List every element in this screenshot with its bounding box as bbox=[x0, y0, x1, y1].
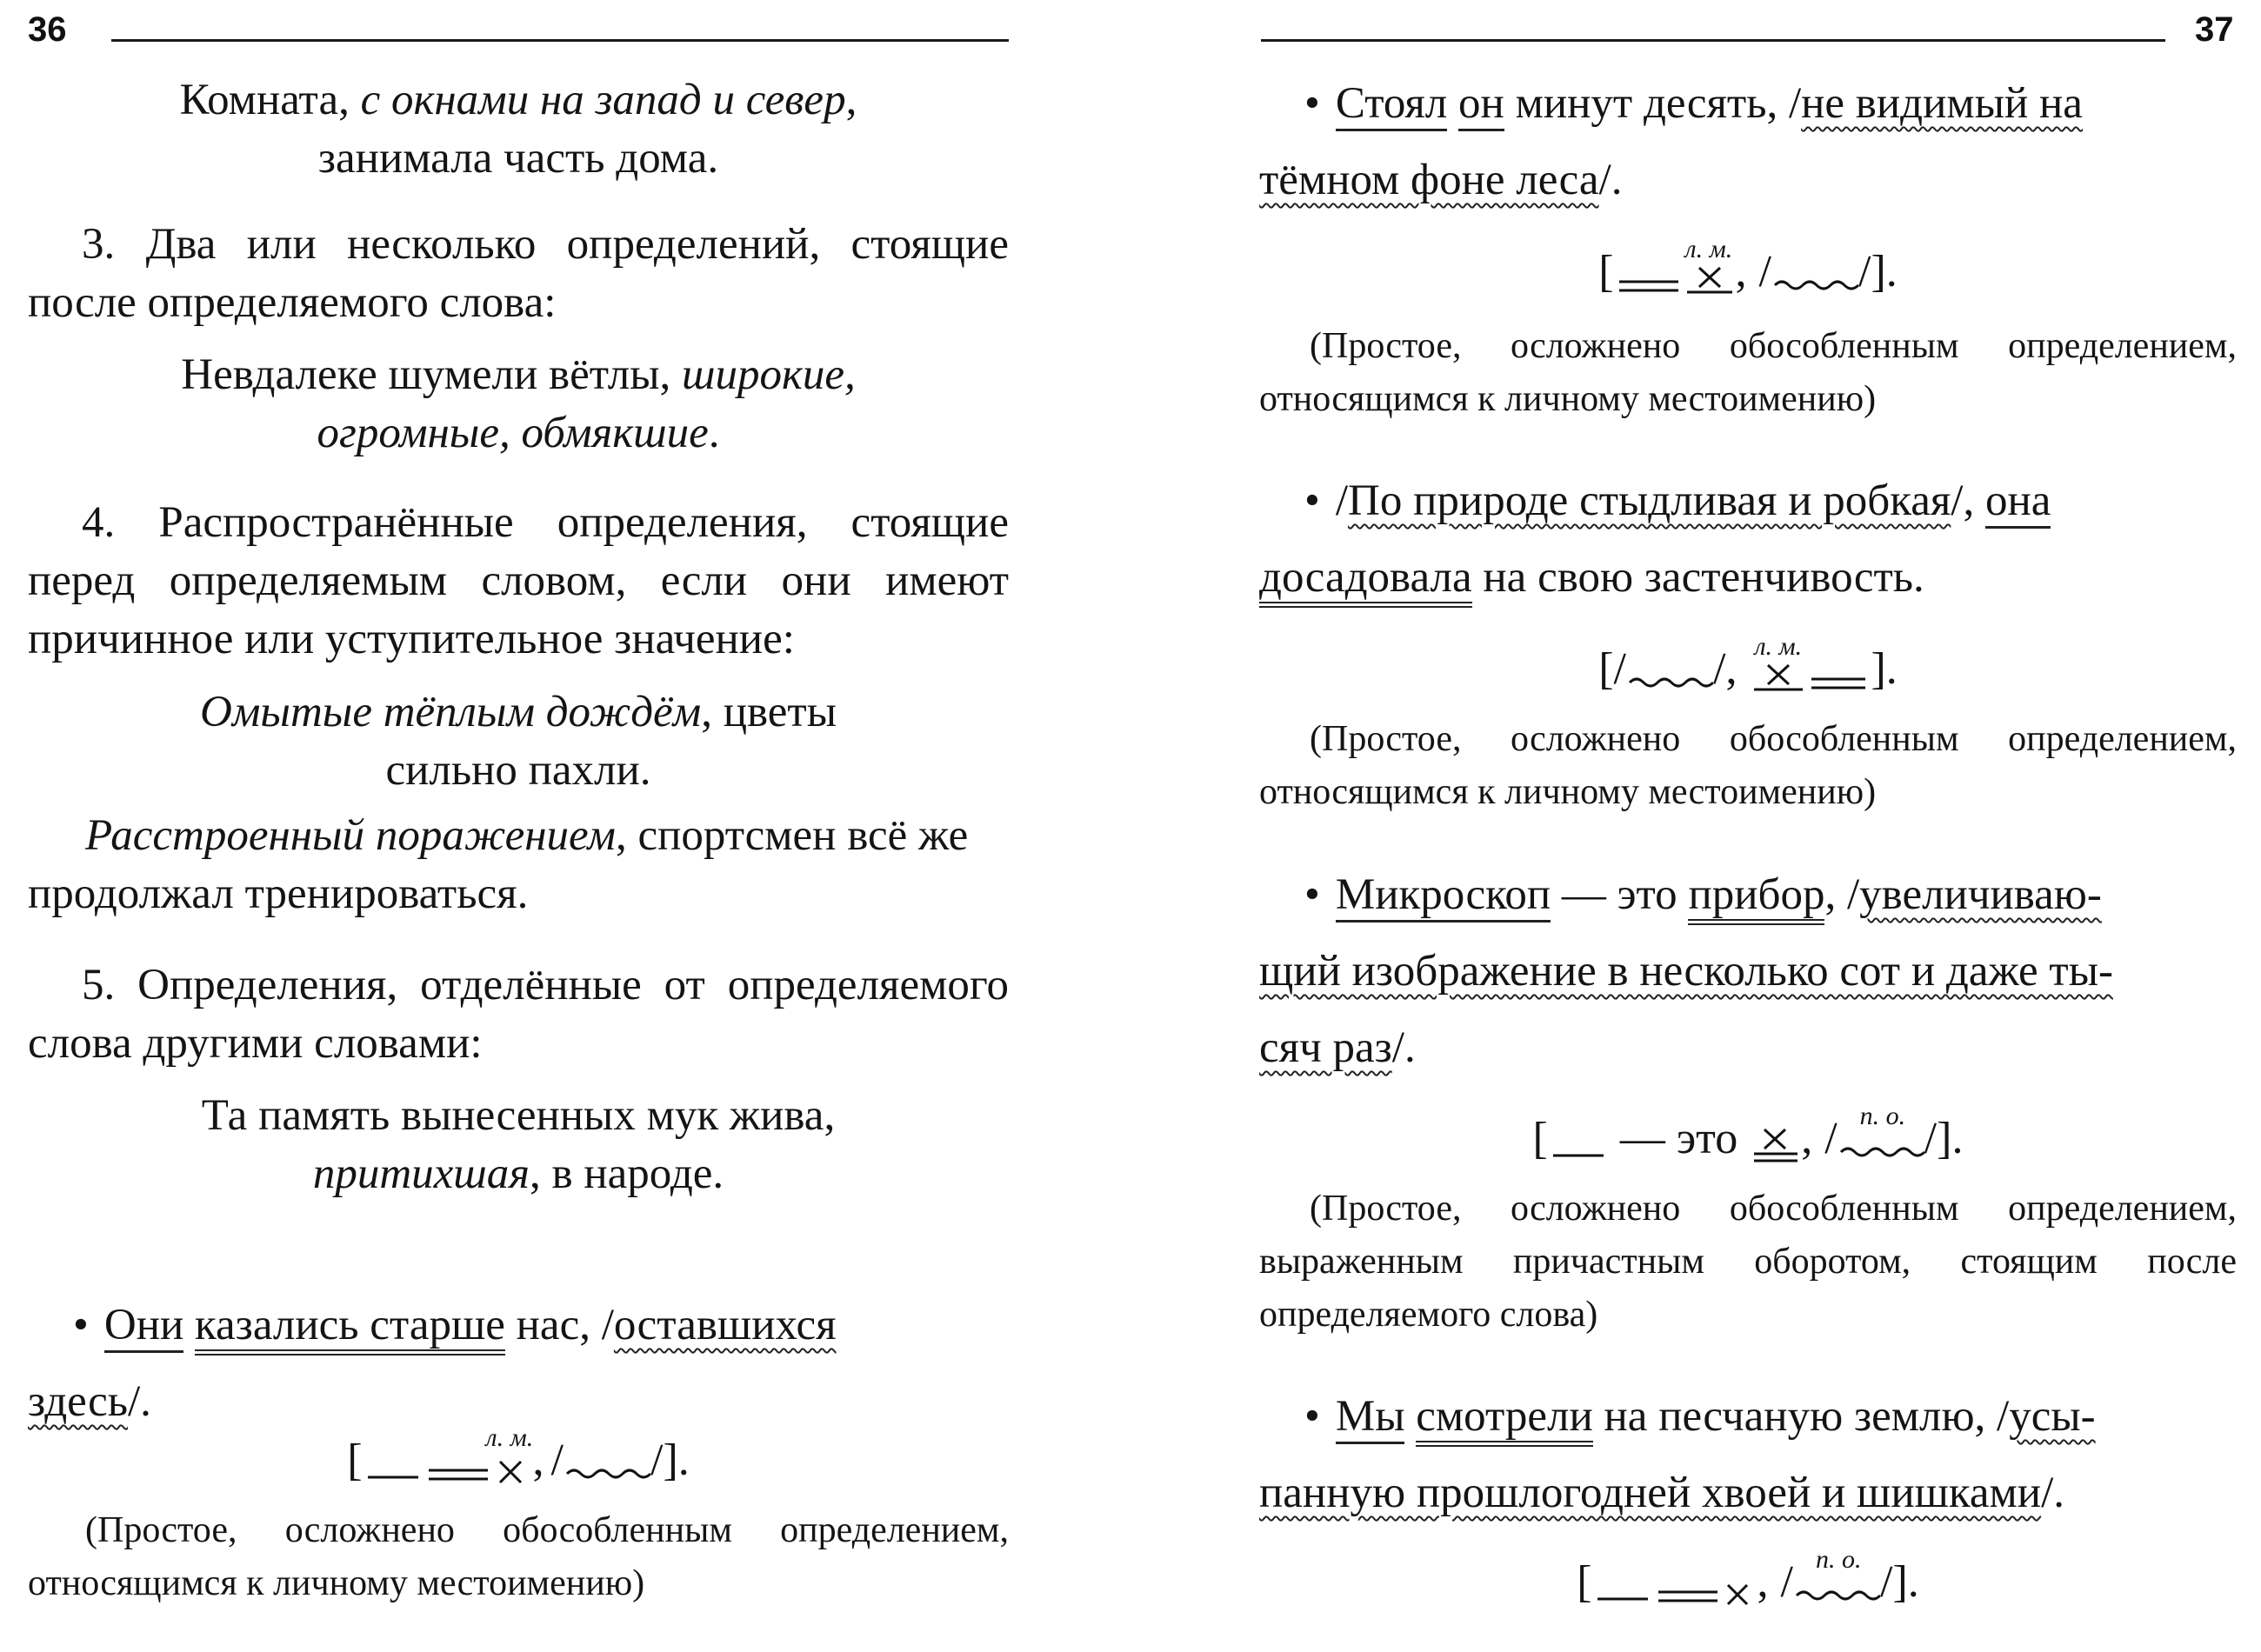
cross-icon bbox=[1723, 1561, 1757, 1613]
italic-text: огромные, обмякшие bbox=[317, 409, 709, 457]
comma: , bbox=[1757, 1557, 1769, 1607]
predicate-mark bbox=[1806, 648, 1871, 700]
predicate-mark bbox=[424, 1439, 493, 1491]
attribute-words: здесь bbox=[28, 1377, 128, 1426]
item-3-example bbox=[28, 346, 1009, 463]
slash: / bbox=[1613, 644, 1626, 694]
page-number: 37 bbox=[2195, 10, 2234, 49]
parsed-sentence-2 bbox=[1259, 463, 2237, 616]
subject-word: он bbox=[1458, 79, 1504, 131]
scheme-label: л. м. bbox=[485, 1423, 534, 1452]
text: . bbox=[708, 409, 720, 457]
italic-text: Расстроенный поражением bbox=[85, 811, 616, 860]
text: Невдалеке шумели вётлы, bbox=[181, 350, 682, 399]
wavy-mark bbox=[1793, 1561, 1880, 1613]
attribute-words: панную прошлогодней хвоей и шишками bbox=[1259, 1469, 2042, 1517]
comma: , bbox=[1735, 247, 1747, 296]
italic-text: широкие, bbox=[682, 350, 856, 399]
example-room bbox=[28, 71, 1009, 188]
sentence-scheme-4 bbox=[1259, 1545, 2237, 1613]
bullet: • bbox=[73, 1301, 89, 1349]
slash: / bbox=[1880, 1557, 1893, 1607]
wavy-mark bbox=[1771, 250, 1858, 303]
attribute-words: сяч раз bbox=[1259, 1023, 1392, 1072]
text: сильно пахли. bbox=[385, 746, 651, 795]
comma: , bbox=[1801, 1114, 1813, 1163]
sentence-note: (Простое, осложнено обособленным определением, относящимся к личному местоимению) bbox=[28, 1510, 1009, 1603]
slash: / bbox=[1713, 644, 1726, 694]
italic-text: Омытые тёплым дождём bbox=[200, 688, 702, 736]
predicate-word: досадовала bbox=[1259, 553, 1472, 608]
item-4-example-1 bbox=[28, 683, 1009, 800]
cross-icon bbox=[1684, 250, 1736, 303]
attribute-words: щий изображение в несколько сот и даже ты- bbox=[1259, 947, 2113, 996]
sentence-scheme-1 bbox=[1259, 235, 2237, 303]
sentence-scheme-2 bbox=[1259, 632, 2237, 700]
attribute-words: увеличиваю- bbox=[1859, 870, 2102, 919]
subject-word: она bbox=[1985, 476, 2051, 529]
comma: , bbox=[1725, 644, 1737, 694]
wavy-mark bbox=[1837, 1117, 1924, 1169]
attribute-words: не видимый на bbox=[1801, 79, 2083, 128]
slash: / bbox=[650, 1436, 664, 1485]
item-4-heading: 4. Распространённые определения, стоящие перед определяемым словом, если они имеют причинное или уступительное значение: bbox=[28, 498, 1009, 663]
subject-word: Стоял bbox=[1336, 79, 1447, 131]
pronoun-mark bbox=[1751, 632, 1806, 700]
predicate-word: смотрели bbox=[1416, 1392, 1593, 1447]
attribute-words: тёмном фоне леса bbox=[1259, 156, 1599, 204]
sentence-note-1: (Простое, осложнено обособленным определением, относящимся к личному местоимению) bbox=[1259, 326, 2237, 419]
wavy-mark bbox=[1626, 648, 1713, 700]
cross-icon bbox=[493, 1439, 533, 1491]
parsed-sentence-4 bbox=[1259, 1378, 2237, 1531]
text: / bbox=[1335, 476, 1349, 525]
scheme-label: п. о. bbox=[1816, 1545, 1862, 1574]
text: занимала часть дома. bbox=[317, 134, 719, 183]
item-4-example-2 bbox=[28, 807, 1009, 923]
italic-text: с окнами на запад и север bbox=[360, 76, 846, 124]
participle-mark bbox=[1837, 1102, 1924, 1169]
cross-icon bbox=[1751, 648, 1806, 700]
item-5-example bbox=[28, 1087, 1009, 1203]
subject-word: Мы bbox=[1336, 1392, 1405, 1444]
right-page bbox=[1130, 0, 2261, 1652]
text: /, bbox=[1951, 476, 1985, 525]
text: /. bbox=[1391, 1023, 1416, 1072]
text: — это bbox=[1551, 870, 1689, 919]
sentence-scheme-3 bbox=[1259, 1102, 2237, 1169]
slash: / bbox=[1780, 1557, 1793, 1607]
predicate-mark bbox=[1614, 250, 1684, 303]
text: нас, / bbox=[516, 1301, 614, 1349]
scheme-label: п. о. bbox=[1859, 1102, 1906, 1130]
slash: / bbox=[1758, 247, 1771, 296]
text: , цветы bbox=[701, 688, 837, 736]
item-5-heading: 5. Определения, отделённые от определяемого слова другими словами: bbox=[28, 961, 1009, 1068]
attribute-words: оставшихся bbox=[613, 1301, 837, 1349]
page-number: 36 bbox=[28, 10, 67, 49]
text: /. bbox=[127, 1377, 151, 1426]
subject-word: Они bbox=[104, 1301, 183, 1353]
attribute-words: усы- bbox=[2009, 1392, 2096, 1441]
text: на свою застенчивость. bbox=[1471, 553, 1924, 602]
predicate-mark bbox=[1653, 1561, 1723, 1613]
slash: / bbox=[1924, 1114, 1938, 1163]
text: /. bbox=[2041, 1469, 2065, 1517]
text: Та память вынесенных мук жива, bbox=[201, 1091, 836, 1140]
bullet: • bbox=[1304, 1392, 1320, 1441]
attribute-words: По природе стыдливая и робкая bbox=[1348, 476, 1951, 525]
left-page bbox=[0, 0, 1130, 1652]
text: Комната, bbox=[179, 76, 361, 124]
text: , bbox=[845, 76, 857, 124]
bracket: ]. bbox=[1871, 247, 1898, 296]
parsed-sentence bbox=[28, 1287, 1009, 1440]
participle-mark bbox=[1793, 1545, 1880, 1613]
text: на песчаную землю, / bbox=[1592, 1392, 2010, 1441]
subject-mark bbox=[1592, 1561, 1653, 1613]
header-rule bbox=[111, 39, 1009, 42]
text: , в народе. bbox=[530, 1149, 724, 1198]
text: , спортсмен всё же продолжал тренироваться. bbox=[28, 811, 969, 918]
bracket: [ bbox=[347, 1436, 363, 1485]
bracket: ]. bbox=[1871, 644, 1898, 694]
italic-text: притихшая bbox=[312, 1149, 530, 1198]
text: /. bbox=[1598, 156, 1623, 204]
item-3-heading: 3. Два или несколько определений, стоящие после определяемого слова: bbox=[28, 220, 1009, 327]
comma: , bbox=[532, 1436, 544, 1485]
text: , / bbox=[1824, 870, 1860, 919]
slash: / bbox=[550, 1436, 564, 1485]
bullet: • bbox=[1304, 870, 1320, 919]
sentence-note-3: (Простое, осложнено обособленным определением, выраженным причастным оборотом, стоящим после определяемого слова) bbox=[1259, 1189, 2237, 1335]
sentence-scheme bbox=[28, 1423, 1009, 1491]
bracket: [ bbox=[1532, 1114, 1548, 1163]
bracket: ]. bbox=[663, 1436, 690, 1485]
bracket: ]. bbox=[1892, 1557, 1919, 1607]
bracket: [ bbox=[1598, 644, 1614, 694]
subject-mark bbox=[1548, 1117, 1609, 1169]
parsed-sentence-1 bbox=[1259, 65, 2237, 218]
text: минут десять, / bbox=[1515, 79, 1802, 128]
predicate-cross-mark bbox=[1749, 1117, 1801, 1169]
subject-word: Микроскоп bbox=[1336, 870, 1551, 923]
parsed-sentence-3 bbox=[1259, 856, 2237, 1086]
slash: / bbox=[1824, 1114, 1837, 1163]
bracket: [ bbox=[1598, 247, 1614, 296]
scheme-label: л. м. bbox=[1754, 632, 1803, 661]
predicate-words: казались старше bbox=[195, 1301, 505, 1356]
scheme-label: л. м. bbox=[1684, 235, 1733, 263]
subject-mark bbox=[363, 1439, 424, 1491]
header-rule bbox=[1261, 39, 2165, 42]
bracket: [ bbox=[1577, 1557, 1592, 1607]
wavy-mark bbox=[564, 1439, 650, 1491]
bullet: • bbox=[1304, 79, 1320, 128]
text: — это bbox=[1608, 1114, 1750, 1163]
pronoun-mark bbox=[485, 1423, 534, 1491]
bullet: • bbox=[1304, 476, 1320, 525]
slash: / bbox=[1858, 247, 1871, 296]
bracket: ]. bbox=[1937, 1114, 1964, 1163]
predicate-word: прибор bbox=[1688, 870, 1824, 925]
sentence-note-2: (Простое, осложнено обособленным определением, относящимся к личному местоимению) bbox=[1259, 719, 2237, 812]
pronoun-mark bbox=[1684, 235, 1736, 303]
